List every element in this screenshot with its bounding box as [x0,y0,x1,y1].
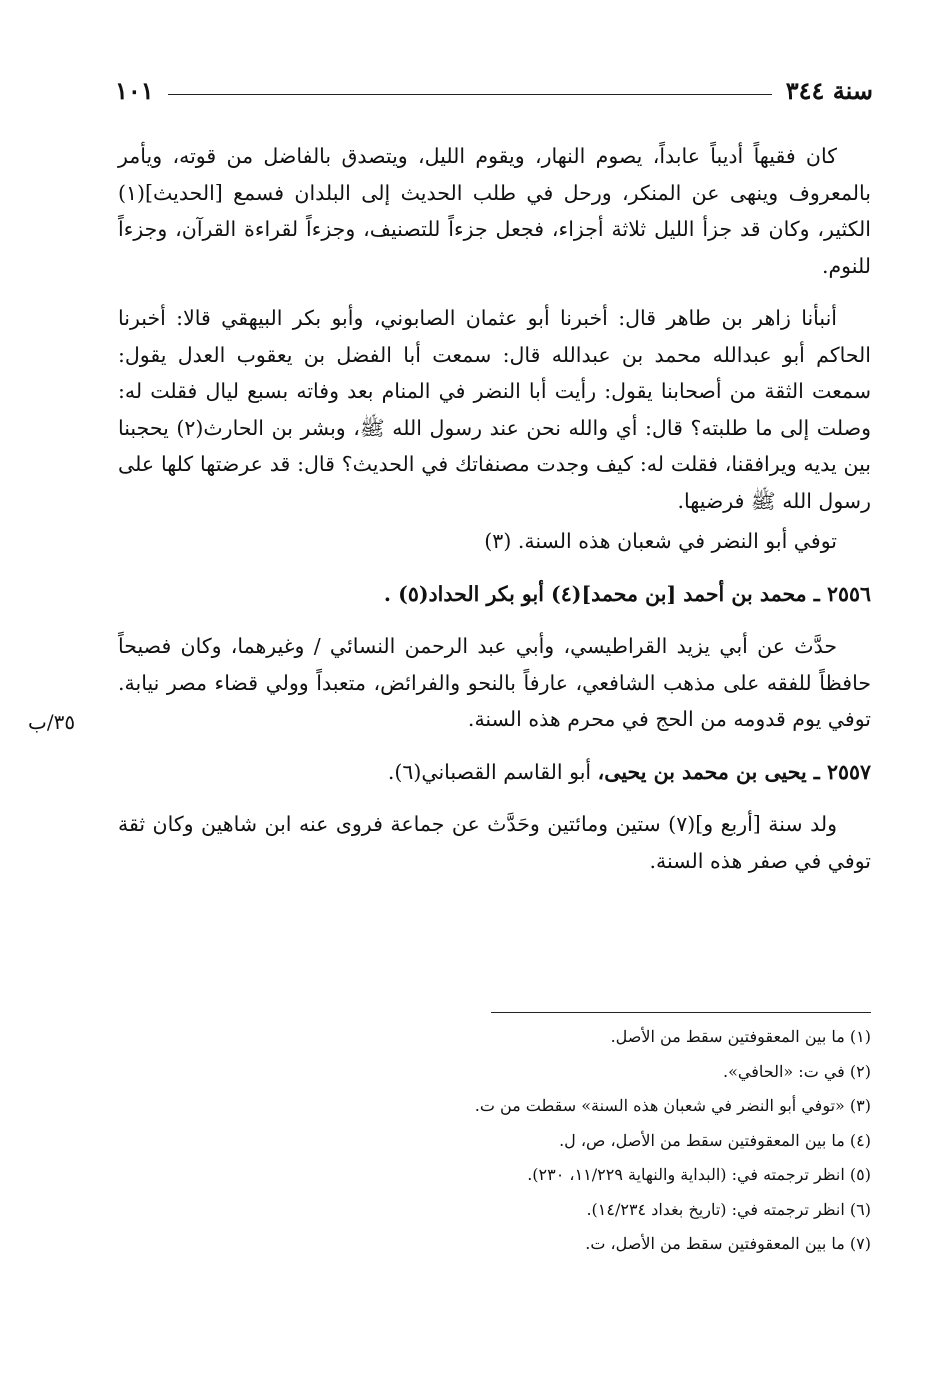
page-number: ١٠١ [115,75,154,105]
running-header [115,70,873,110]
entry-2557-title: ٢٥٥٧ ـ يحيى بن محمد بن يحيى، [597,759,871,784]
paragraph-1: كان فقيهاً أديباً عابداً، يصوم النهار، ويقوم الليل، ويتصدق بالفاضل من قوته، ويأمر بالمعروف وينهى عن المنكر، ورحل في طلب الحديث إلى البلدان فسمع [الحديث](١) الكثير، وكان قد جزأ الليل ثلاثة أجزاء، فجعل جزءاً للتصنيف، وجزءاً لقراءة القرآن، وجزءاً للنوم. [118,144,871,278]
entry-2557-text: ولد سنة [أربع و](٧) ستين ومائتين وحَدَّث عن جماعة فروى عنه ابن شاهين وكان ثقة توفي في صفر هذه السنة. [118,812,871,873]
footnote-1: (١) ما بين المعقوفتين سقط من الأصل. [610,1027,871,1046]
footnote-6: (٦) انظر ترجمته في: (تاريخ بغداد ١٤/٢٣٤). [586,1199,871,1219]
header-year: سنة ٣٤٤ [785,75,873,105]
entry-2557-kunya: أبو القاسم القصباني(٦). [387,759,598,784]
footnote-7: (٧) ما بين المعقوفتين سقط من الأصل، ت. [585,1234,871,1253]
entry-2556-heading [118,576,871,613]
entry-2557-heading [118,754,871,791]
footnote-3: (٣) «توفي أبو النضر في شعبان هذه السنة» سقطت من ت. [474,1096,871,1115]
footnote-separator [491,1012,871,1013]
main-text [118,138,871,879]
footnote-2: (٢) في ت: «الحافي». [723,1061,871,1081]
paragraph-3: توفي أبو النضر في شعبان هذه السنة. (٣) [484,529,837,553]
footnotes [118,1020,871,1262]
paragraph-2: أنبأنا زاهر بن طاهر قال: أخبرنا أبو عثمان الصابوني، وأبو بكر البيهقي قالا: أخبرنا الحاكم أبو عبدالله محمد بن عبدالله قال: سمعت أبا الفضل بن يعقوب العدل يقول: سمعت الثقة من أصحابنا يقول: رأيت أبا النضر في المنام بعد وفاته بسبع ليال فقلت له: وصلت إلى ما طلبته؟ قال: أي والله نحن عند رسول الله ﷺ، وبشر بن الحارث(٢) يحجبنا بين يديه ويرافقنا، فقلت له: كيف وجدت مصنفاتك في الحديث؟ قال: قد عرضتها كلها على رسول الله ﷺ فرضيها. [118,306,871,513]
manuscript-folio-note: ٣٥/ب [28,710,76,734]
entry-2556-title: ٢٥٥٦ ـ محمد بن أحمد [بن محمد](٤) أبو بكر الحداد(٥) . [383,581,871,606]
header-rule [168,94,772,95]
entry-2556-text: حدَّث عن أبي يزيد القراطيسي، وأبي عبد الرحمن النسائي / وغيرهما، وكان فصيحاً حافظاً للفقه على مذهب الشافعي، عارفاً بالنحو والفرائض، متعبداً وولي قضاء مصر نيابة. توفي يوم قدومه من الحج في محرم هذه السنة. [118,634,871,731]
footnote-5: (٥) انظر ترجمته في: (البداية والنهاية ١١/٢٢٩، ٢٣٠). [527,1165,871,1184]
footnote-4: (٤) ما بين المعقوفتين سقط من الأصل، ص، ل. [559,1130,871,1150]
